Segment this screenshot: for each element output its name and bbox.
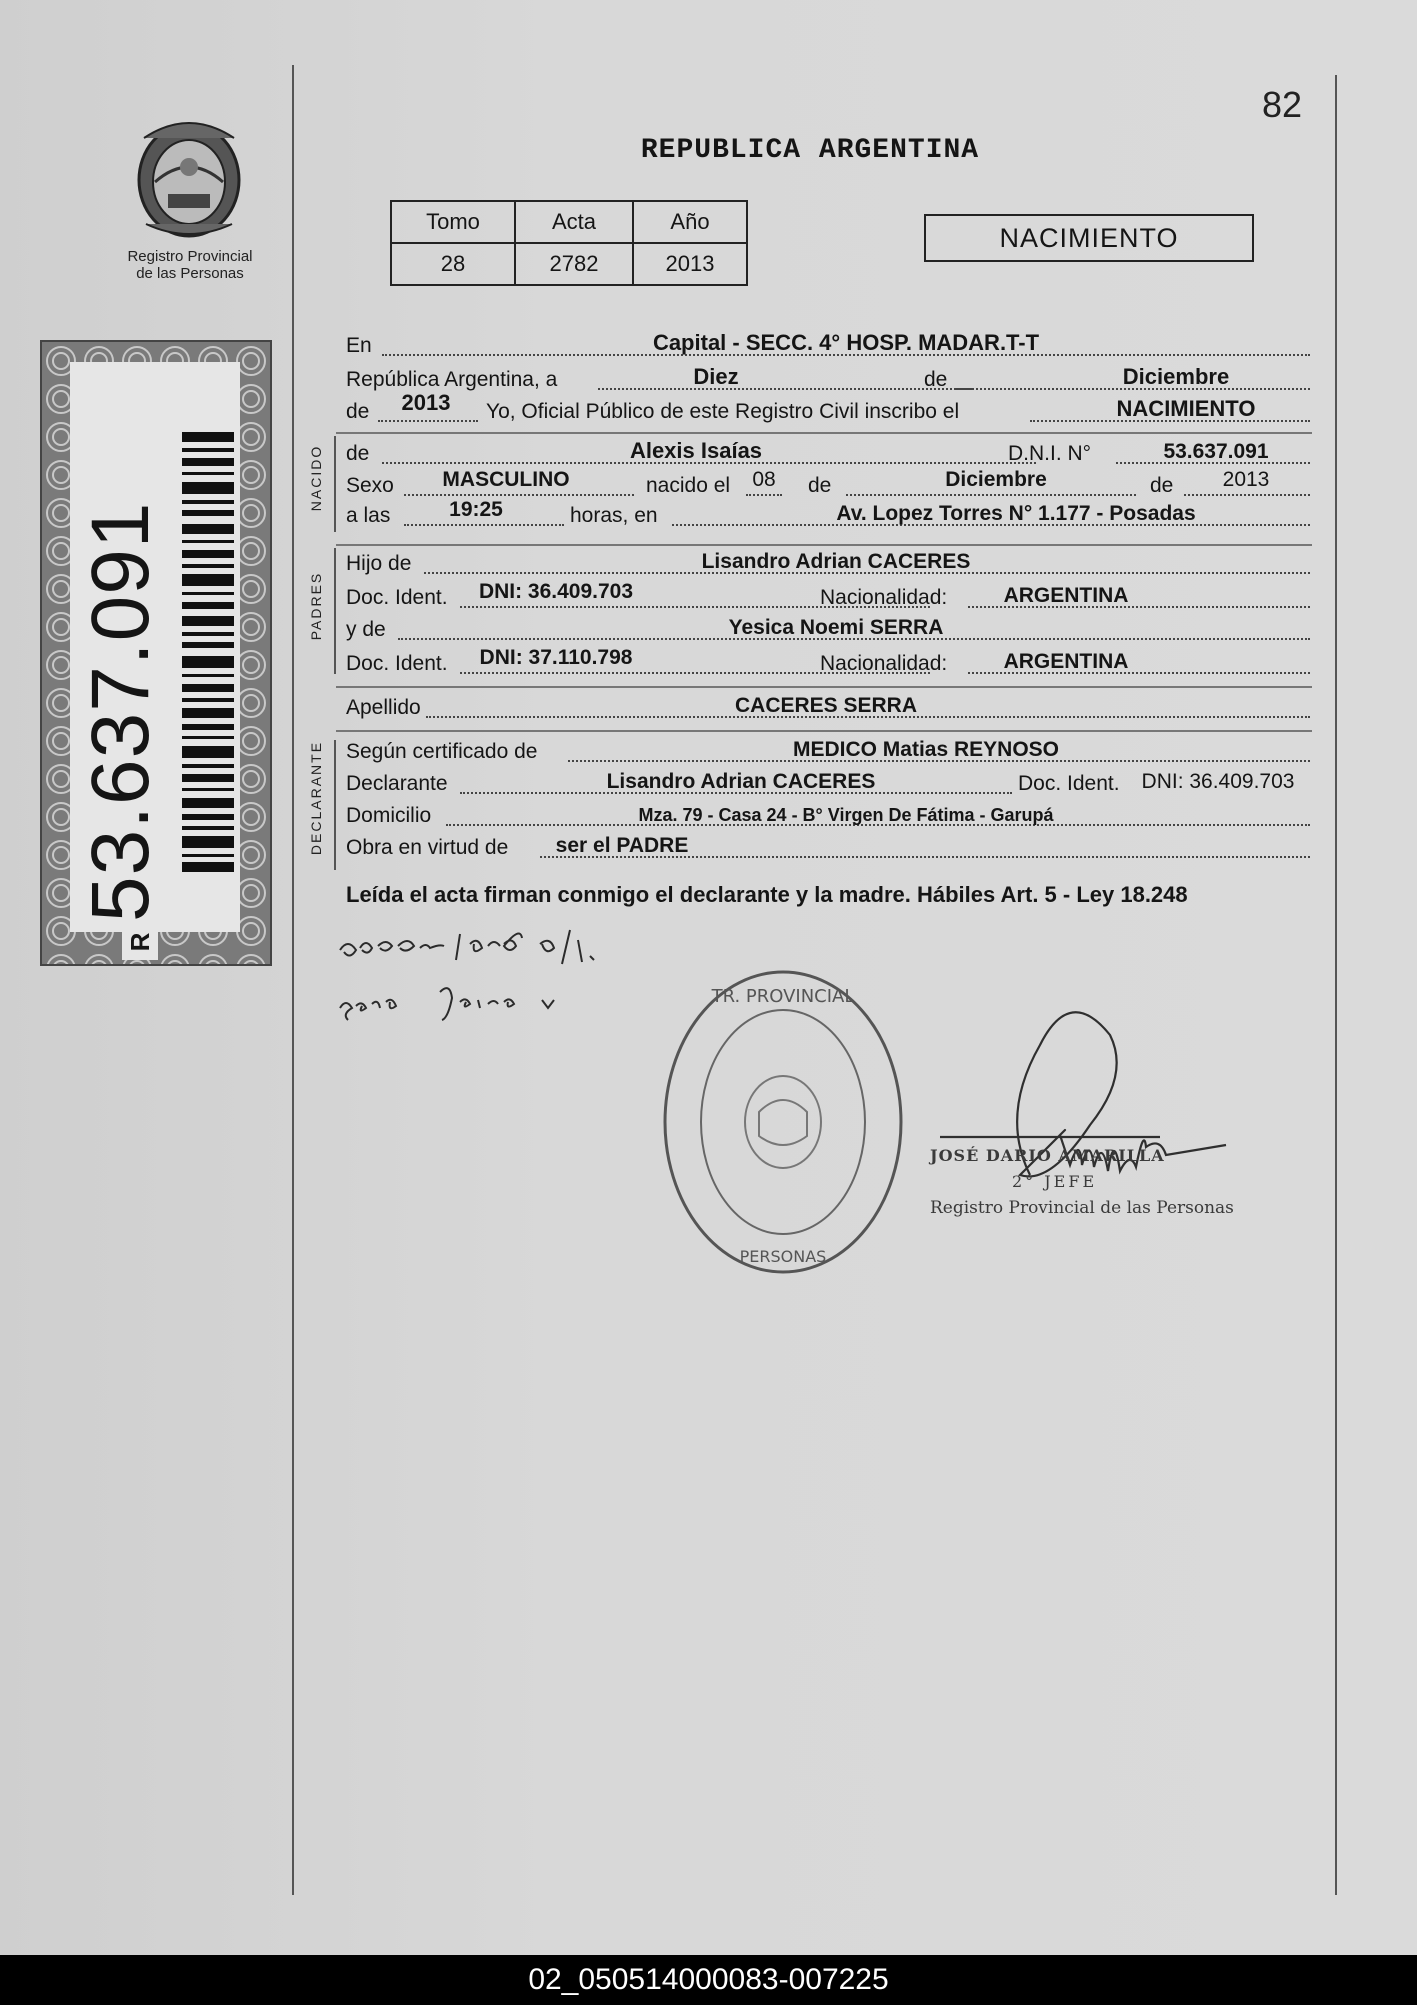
value-certificado: MEDICO Matias REYNOSO bbox=[792, 738, 1060, 761]
label-republica: República Argentina, a bbox=[346, 368, 558, 391]
dotted-leader bbox=[378, 420, 478, 422]
value-nac-dia: 08 bbox=[752, 468, 776, 491]
label-de3: de bbox=[346, 442, 370, 465]
barcode-sticker bbox=[40, 340, 272, 966]
dotted-leader bbox=[1184, 494, 1310, 496]
registry-caption bbox=[100, 248, 280, 282]
header-acta: Acta bbox=[515, 201, 633, 243]
barcode-number: 53.637.091 bbox=[75, 501, 166, 922]
label-a-las: a las bbox=[346, 504, 391, 527]
value-nac-anio: 2013 bbox=[1222, 468, 1270, 491]
section-divider bbox=[336, 432, 1312, 434]
label-domicilio: Domicilio bbox=[346, 804, 432, 827]
value-anio: 2013 bbox=[633, 243, 747, 285]
official-name: JOSÉ DARIO AMARILLA bbox=[930, 1146, 1165, 1165]
label-doc-ident3: Doc. Ident. bbox=[1018, 772, 1120, 795]
section-rule-nacido bbox=[334, 436, 336, 532]
record-table-header bbox=[391, 201, 747, 243]
line-padre bbox=[346, 548, 1310, 578]
label-y-de: y de bbox=[346, 618, 386, 641]
label-doc-ident2: Doc. Ident. bbox=[346, 652, 448, 675]
dotted-leader bbox=[746, 494, 782, 496]
record-table bbox=[390, 200, 748, 286]
section-divider bbox=[336, 544, 1312, 546]
value-apellido: CACERES SERRA bbox=[734, 694, 918, 717]
section-rule-padres bbox=[334, 548, 336, 674]
value-dni: 53.637.091 bbox=[1163, 440, 1269, 463]
value-declarante: Lisandro Adrian CACERES bbox=[606, 770, 876, 793]
line-republica bbox=[346, 364, 1310, 394]
value-lugar: Capital - SECC. 4° HOSP. MADAR.T-T bbox=[652, 330, 1040, 355]
right-rule bbox=[1335, 75, 1337, 1895]
label-doc-ident: Doc. Ident. bbox=[346, 586, 448, 609]
line-certificado bbox=[346, 736, 1310, 766]
value-nac-mes: Diciembre bbox=[945, 468, 1047, 491]
section-declarante: DECLARANTE bbox=[308, 740, 324, 856]
barcode-bars bbox=[182, 432, 234, 872]
value-dia: Diez bbox=[693, 364, 739, 389]
value-padre-nac: ARGENTINA bbox=[1003, 584, 1129, 607]
label-nacionalidad2: Nacionalidad: bbox=[820, 652, 948, 675]
value-lugar-nac: Av. Lopez Torres N° 1.177 - Posadas bbox=[836, 502, 1196, 525]
line-anio bbox=[346, 390, 1310, 426]
record-table-values bbox=[391, 243, 747, 285]
line-en bbox=[346, 330, 1310, 360]
closing-statement: Leída el acta firman conmigo el declarante y la madre. Hábiles Art. 5 - Ley 18.248 bbox=[346, 882, 1188, 907]
label-dni: D.N.I. N° bbox=[1008, 442, 1092, 465]
section-rule-declarante bbox=[334, 740, 336, 870]
header-tomo: Tomo bbox=[391, 201, 515, 243]
value-nombre: Alexis Isaías bbox=[629, 438, 763, 463]
line-obra bbox=[346, 832, 1310, 862]
section-padres: PADRES bbox=[308, 571, 324, 641]
label-en: En bbox=[346, 334, 372, 357]
label-apellido: Apellido bbox=[346, 696, 421, 719]
line-declarante bbox=[346, 768, 1310, 798]
line-sexo bbox=[346, 470, 1310, 500]
label-de5: de bbox=[1150, 474, 1174, 497]
svg-text:PERSONAS: PERSONAS bbox=[739, 1247, 827, 1266]
registry-caption-line2: de las Personas bbox=[136, 265, 244, 282]
line-apellido bbox=[346, 692, 1310, 722]
line-madre bbox=[346, 614, 1310, 644]
footer-filename: 02_050514000083-007225 bbox=[0, 1955, 1417, 2005]
value-madre: Yesica Noemi SERRA bbox=[728, 616, 944, 639]
line-hora bbox=[346, 500, 1310, 530]
line-madre-doc bbox=[346, 648, 1310, 678]
label-de: de bbox=[924, 368, 948, 391]
value-acto: NACIMIENTO bbox=[1116, 396, 1256, 421]
label-de4: de bbox=[808, 474, 832, 497]
official-role: 2° JEFE bbox=[1012, 1172, 1098, 1191]
label-sexo: Sexo bbox=[346, 474, 394, 497]
record-type-box: NACIMIENTO bbox=[924, 214, 1254, 262]
label-certificado: Según certificado de bbox=[346, 740, 538, 763]
dotted-leader bbox=[846, 494, 1136, 496]
value-mes: Diciembre bbox=[1122, 364, 1230, 389]
barcode-label bbox=[70, 362, 240, 932]
official-stamp-icon bbox=[655, 962, 915, 1282]
margin-rule bbox=[292, 65, 294, 1895]
value-madre-nac: ARGENTINA bbox=[1003, 650, 1129, 673]
section-divider bbox=[336, 686, 1312, 688]
label-nacionalidad: Nacionalidad: bbox=[820, 586, 948, 609]
line-domicilio bbox=[346, 800, 1310, 830]
value-hora: 19:25 bbox=[449, 498, 503, 521]
value-tomo: 28 bbox=[391, 243, 515, 285]
registry-caption-line1: Registro Provincial bbox=[127, 248, 253, 265]
section-nacido: NACIDO bbox=[308, 444, 324, 512]
value-acta: 2782 bbox=[515, 243, 633, 285]
official-office: Registro Provincial de las Personas bbox=[930, 1198, 1234, 1218]
label-nacido-el: nacido el bbox=[646, 474, 731, 497]
value-domicilio: Mza. 79 - Casa 24 - B° Virgen De Fátima - Garupá bbox=[638, 805, 1054, 825]
value-anio: 2013 bbox=[401, 390, 451, 415]
value-obra: ser el PADRE bbox=[555, 834, 689, 857]
value-padre-doc: DNI: 36.409.703 bbox=[478, 580, 634, 603]
value-sexo: MASCULINO bbox=[442, 468, 570, 491]
line-nombre bbox=[346, 438, 1310, 468]
header-anio: Año bbox=[633, 201, 747, 243]
dotted-leader bbox=[404, 524, 564, 526]
barcode-letter: R bbox=[122, 924, 158, 960]
province-emblem-icon bbox=[130, 112, 248, 242]
section-divider bbox=[336, 730, 1312, 732]
value-declarante-doc: DNI: 36.409.703 bbox=[1141, 770, 1295, 793]
value-madre-doc: DNI: 37.110.798 bbox=[479, 646, 633, 669]
value-padre: Lisandro Adrian CACERES bbox=[701, 550, 971, 573]
official-signature-icon bbox=[900, 975, 1280, 1235]
line-padre-doc bbox=[346, 582, 1310, 612]
document-title: REPUBLICA ARGENTINA bbox=[640, 135, 980, 166]
label-obra: Obra en virtud de bbox=[346, 836, 509, 859]
label-de2: de bbox=[346, 400, 370, 423]
label-hijo-de: Hijo de bbox=[346, 552, 412, 575]
dotted-leader bbox=[404, 494, 634, 496]
page-number: 82 bbox=[1262, 84, 1303, 125]
oficial-text: Yo, Oficial Público de este Registro Civil inscribo el bbox=[486, 400, 960, 423]
svg-text:TR. PROVINCIAL: TR. PROVINCIAL bbox=[711, 986, 855, 1007]
label-declarante: Declarante bbox=[346, 772, 448, 795]
label-horas-en: horas, en bbox=[570, 504, 658, 527]
